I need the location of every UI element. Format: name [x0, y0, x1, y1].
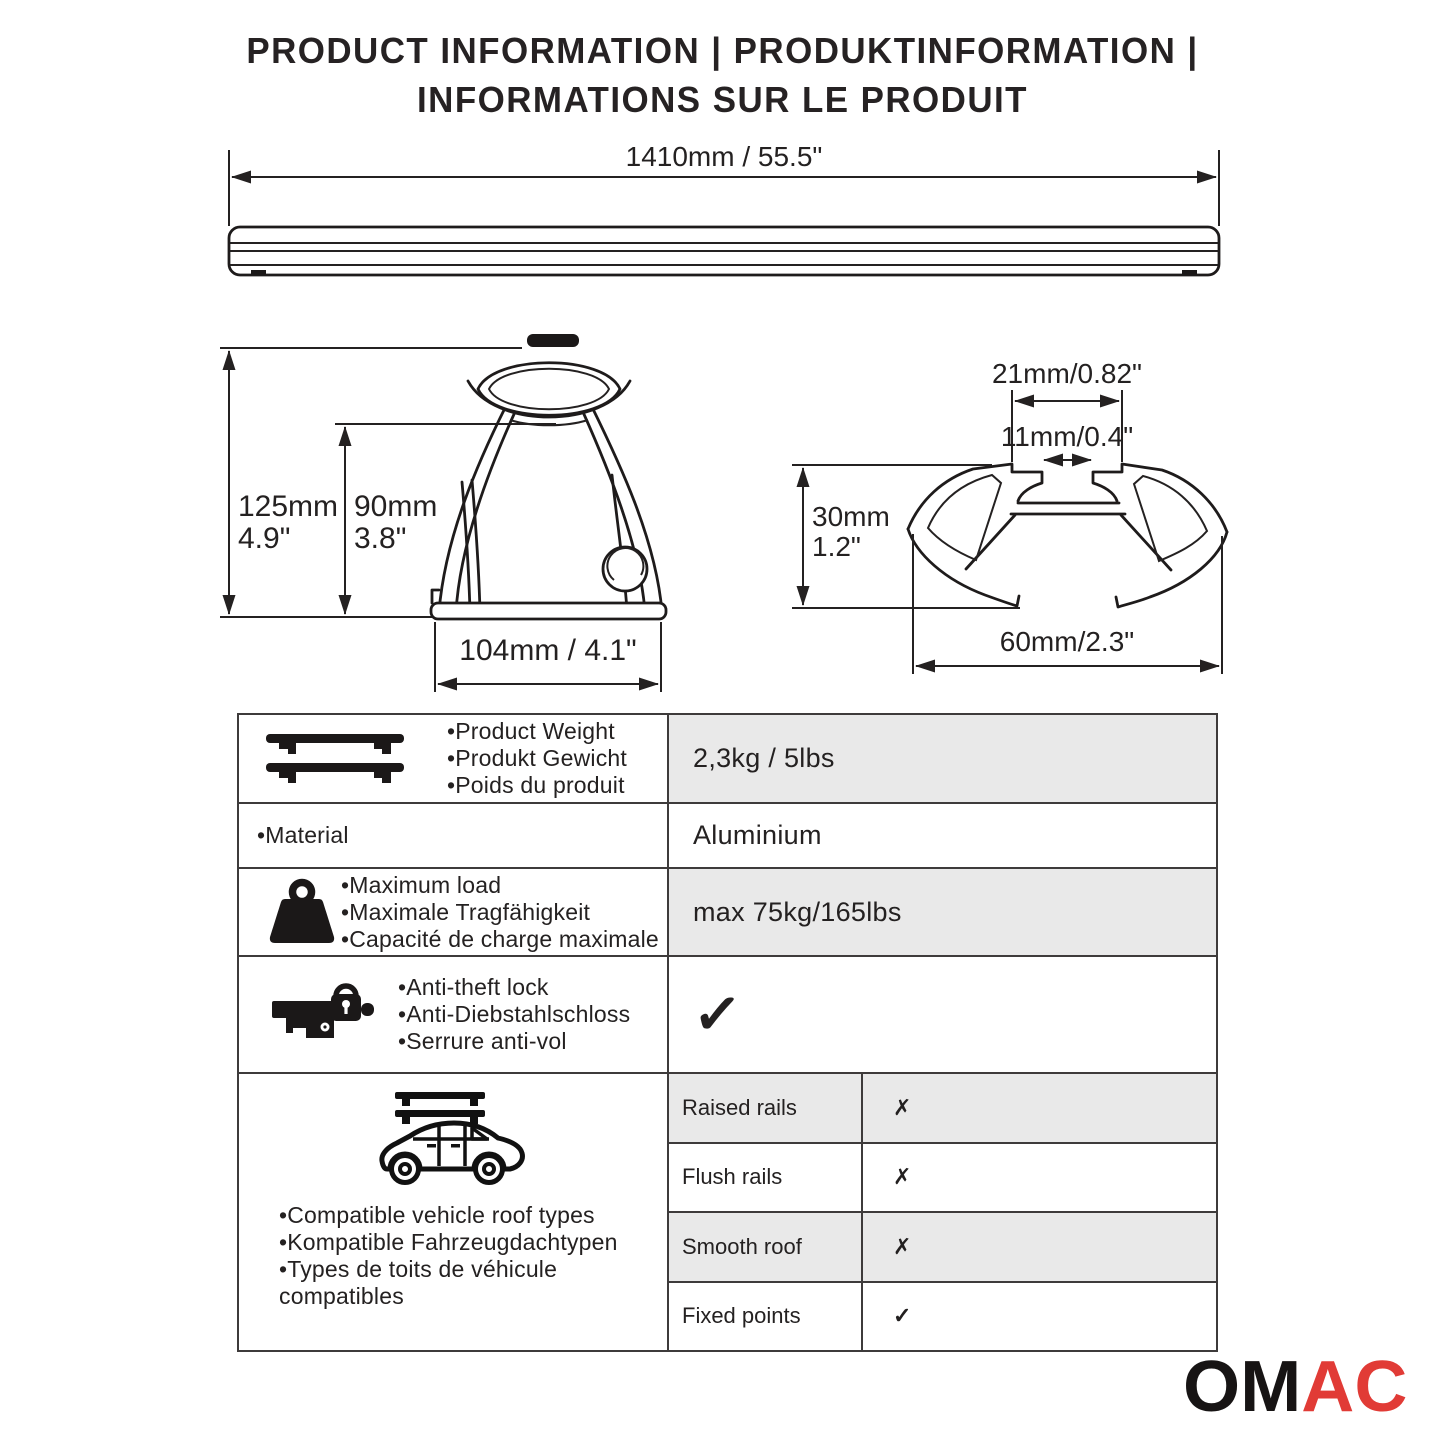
page-title-line1: PRODUCT INFORMATION | PRODUKTINFORMATION | [246, 30, 1199, 71]
dimension-label-foot-width: 104mm / 4.1" [459, 634, 637, 667]
cross-mark: ✗ [893, 1164, 912, 1190]
row-label: •Material [257, 822, 349, 848]
roof-rack-crossbars-icon [265, 732, 405, 786]
weight-icon [269, 879, 335, 945]
subrow-label: Raised rails [669, 1074, 863, 1142]
check-mark: ✓ [690, 979, 745, 1049]
subrow-fixed-points [669, 1281, 1216, 1351]
car-with-roof-rack-icon [377, 1090, 529, 1188]
row-label: •Product Weight [447, 718, 615, 744]
subrow-smooth-roof [669, 1211, 1216, 1281]
table-row-roof-types [239, 1072, 1216, 1350]
row-label: •Maximum load [341, 871, 502, 898]
dimension-label-slot-width: 11mm/0.4" [1000, 421, 1134, 452]
row-label: •Capacité de charge maximale [341, 925, 659, 952]
dimension-label-section-height: 30mm [812, 501, 890, 532]
crossbar-profile-drawing [229, 227, 1219, 275]
dimension-label-top-width: 21mm/0.82" [991, 358, 1143, 389]
table-row-anti-theft [239, 955, 1216, 1072]
dimension-label-foot-height: 125mm [238, 490, 339, 523]
dimension-label-foot-height-in: 4.9" [238, 522, 291, 555]
table-row-maximum-load [239, 867, 1216, 955]
dimension-label-section-height-in: 1.2" [812, 531, 861, 562]
row-label: compatibles [279, 1283, 404, 1309]
dimension-label-foot-inner: 90mm [354, 490, 438, 523]
omac-logo-red-part: AC [1301, 1347, 1408, 1427]
mounting-foot-diagram [210, 332, 710, 704]
cross-mark: ✗ [893, 1233, 912, 1259]
page-title [22, 26, 1424, 124]
table-row-material [239, 802, 1216, 867]
check-mark: ✓ [893, 1303, 912, 1329]
roof-type-subtable [669, 1074, 1216, 1350]
spec-table [237, 713, 1218, 1352]
row-label: •Anti-theft lock [398, 974, 549, 1000]
mounting-foot-drawing [431, 334, 666, 619]
omac-logo-black-part: OM [1183, 1347, 1302, 1427]
dimension-label-section-width: 60mm/2.3" [999, 626, 1135, 657]
table-row-product-weight [239, 715, 1216, 802]
row-label: •Compatible vehicle roof types [279, 1202, 595, 1228]
cross-mark: ✗ [893, 1094, 912, 1120]
omac-logo [1183, 1347, 1445, 1427]
value-product-weight: 2,3kg / 5lbs [669, 715, 1216, 802]
crossbar-section-drawing [908, 464, 1227, 607]
bar-length-diagram [218, 130, 1230, 292]
row-label: •Kompatible Fahrzeugdachtypen [279, 1229, 618, 1255]
subrow-raised-rails [669, 1074, 1216, 1142]
row-label: •Produkt Gewicht [447, 745, 627, 771]
value-maximum-load: max 75kg/165lbs [669, 869, 1216, 955]
row-label: •Serrure anti-vol [398, 1028, 567, 1054]
row-label: •Maximale Tragfähigkeit [341, 898, 591, 925]
subrow-flush-rails [669, 1142, 1216, 1212]
value-material: Aluminium [693, 820, 822, 850]
row-label: •Poids du produit [447, 772, 625, 798]
row-label: •Types de toits de véhicule [279, 1256, 558, 1282]
dimension-label-foot-inner-in: 3.8" [354, 522, 407, 555]
crossbar-section-diagram [780, 352, 1242, 684]
anti-theft-lock-icon [272, 981, 384, 1049]
row-label: •Anti-Diebstahlschloss [398, 1001, 631, 1027]
subrow-label: Smooth roof [669, 1213, 863, 1281]
subrow-label: Fixed points [669, 1283, 863, 1351]
value-anti-theft [669, 957, 1216, 1072]
dimension-label-length: 1410mm / 55.5" [625, 141, 823, 172]
page-title-line2: INFORMATIONS SUR LE PRODUIT [417, 79, 1028, 120]
subrow-label: Flush rails [669, 1144, 863, 1212]
